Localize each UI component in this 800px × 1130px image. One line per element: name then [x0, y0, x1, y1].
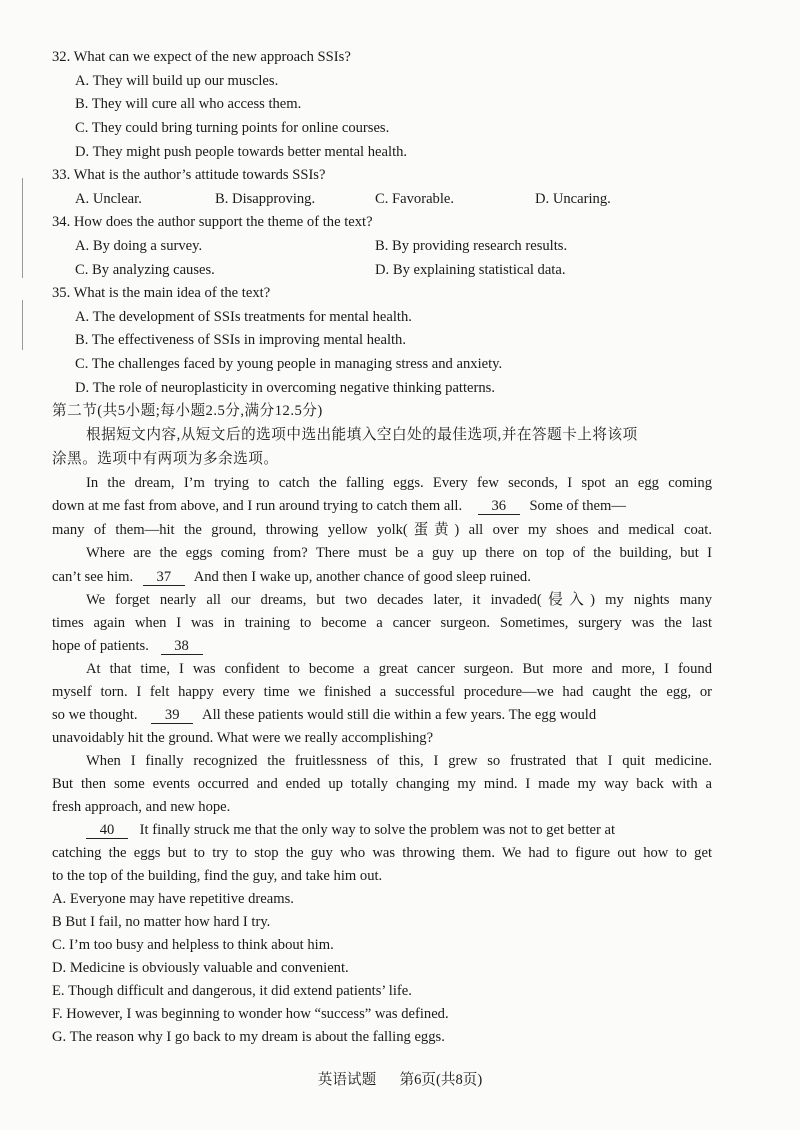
- scan-mark: [22, 178, 23, 278]
- passage-p3-line3: [52, 637, 203, 655]
- passage-p6-line1: [86, 821, 615, 839]
- passage-text: so we thought.: [52, 707, 138, 723]
- passage-p1-line3: many of them—hit the ground, throwing yellow yolk(蛋黄) all over my shoes and medical coat.: [52, 522, 712, 538]
- passage-text: can’t see him.: [52, 569, 134, 585]
- question-33-option-b: B. Disapproving.: [215, 191, 316, 207]
- passage-p4-line3: [52, 706, 596, 724]
- section-2-title: 第二节(共5小题;每小题2.5分,满分12.5分): [52, 403, 323, 419]
- blank-40[interactable]: 40: [86, 822, 128, 839]
- choice-f: F. However, I was beginning to wonder how “success” was defined.: [52, 1006, 449, 1022]
- question-32-option-c: C. They could bring turning points for online courses.: [75, 120, 390, 136]
- footer-page-number: 第6页(共8页): [399, 1072, 483, 1088]
- passage-text: It finally struck me that the only way to solve the problem was not to get better at: [139, 822, 616, 838]
- passage-p2-line1: Where are the eggs coming from? There must be a guy up there on top of the building, but I: [86, 545, 712, 561]
- passage-p4-line2: myself torn. I felt happy every time we finished a successful procedure—we had caught the egg, or: [52, 684, 712, 700]
- question-34-option-a: A. By doing a survey.: [75, 238, 203, 254]
- footer-subject: 英语试题: [317, 1072, 377, 1088]
- question-33-option-c: C. Favorable.: [375, 191, 455, 207]
- question-34-option-b: B. By providing research results.: [375, 238, 568, 254]
- passage-p2-line2: [52, 568, 531, 586]
- passage-text: down at me fast from above, and I run around trying to catch them all.: [52, 498, 463, 514]
- question-32-option-d: D. They might push people towards better mental health.: [75, 144, 408, 160]
- choice-c: C. I’m too busy and helpless to think about him.: [52, 937, 334, 953]
- passage-p1-line2: [52, 497, 626, 515]
- blank-39[interactable]: 39: [151, 707, 193, 724]
- passage-p5-line2: But then some events occurred and ended up totally changing my mind. I made my way back with a: [52, 776, 712, 792]
- passage-text: All these patients would still die within a few years. The egg would: [202, 707, 597, 723]
- passage-text: Some of them—: [529, 498, 626, 514]
- question-33-stem: 33. What is the author’s attitude towards SSIs?: [52, 167, 326, 183]
- scan-mark: [22, 300, 23, 350]
- passage-p4-line4: unavoidably hit the ground. What were we really accomplishing?: [52, 730, 434, 746]
- choice-a: A. Everyone may have repetitive dreams.: [52, 891, 294, 907]
- question-35-option-b: B. The effectiveness of SSIs in improving mental health.: [75, 332, 407, 348]
- choice-b: B But I fail, no matter how hard I try.: [52, 914, 271, 930]
- passage-p5-line1: When I finally recognized the fruitlessness of this, I grew so frustrated that I quit medicine.: [86, 753, 712, 769]
- passage-text: hope of patients.: [52, 638, 149, 654]
- passage-p3-line2: times again when I was in training to become a cancer surgeon. Sometimes, surgery was the last: [52, 615, 712, 631]
- passage-p4-line1: At that time, I was confident to become a great cancer surgeon. But more and more, I found: [86, 661, 712, 677]
- question-33-option-d: D. Uncaring.: [535, 191, 611, 207]
- section-2-instruction-cont: 涂黑。选项中有两项为多余选项。: [52, 451, 279, 467]
- passage-p6-line3: to the top of the building, find the guy, and take him out.: [52, 868, 383, 884]
- question-32-stem: 32. What can we expect of the new approach SSIs?: [52, 49, 351, 65]
- question-32-option-b: B. They will cure all who access them.: [75, 96, 302, 112]
- question-35-stem: 35. What is the main idea of the text?: [52, 285, 271, 301]
- choice-d: D. Medicine is obviously valuable and convenient.: [52, 960, 349, 976]
- question-35-option-c: C. The challenges faced by young people in managing stress and anxiety.: [75, 356, 503, 372]
- passage-p5-line3: fresh approach, and new hope.: [52, 799, 231, 815]
- section-2-instruction: 根据短文内容,从短文后的选项中选出能填入空白处的最佳选项,并在答题卡上将该项: [86, 427, 638, 443]
- passage-p6-line2: catching the eggs but to try to stop the guy who was throwing them. We had to figure out how to get: [52, 845, 712, 861]
- question-32-option-a: A. They will build up our muscles.: [75, 73, 279, 89]
- page-footer: [0, 1068, 800, 1089]
- question-35-option-a: A. The development of SSIs treatments for mental health.: [75, 309, 412, 325]
- choice-g: G. The reason why I go back to my dream is about the falling eggs.: [52, 1029, 445, 1045]
- blank-36[interactable]: 36: [478, 498, 520, 515]
- question-34-option-c: C. By analyzing causes.: [75, 262, 215, 278]
- question-34-stem: 34. How does the author support the theme of the text?: [52, 214, 373, 230]
- blank-37[interactable]: 37: [143, 569, 185, 586]
- choice-e: E. Though difficult and dangerous, it did extend patients’ life.: [52, 983, 412, 999]
- passage-p3-line1: We forget nearly all our dreams, but two decades later, it invaded(侵入) my nights many: [86, 592, 712, 608]
- question-33-option-a: A. Unclear.: [75, 191, 142, 207]
- blank-38[interactable]: 38: [161, 638, 203, 655]
- question-35-option-d: D. The role of neuroplasticity in overcoming negative thinking patterns.: [75, 380, 496, 396]
- passage-p1-line1: In the dream, I’m trying to catch the falling eggs. Every few seconds, I spot an egg coming: [86, 475, 712, 491]
- passage-text: And then I wake up, another chance of good sleep ruined.: [193, 569, 531, 585]
- question-34-option-d: D. By explaining statistical data.: [375, 262, 566, 278]
